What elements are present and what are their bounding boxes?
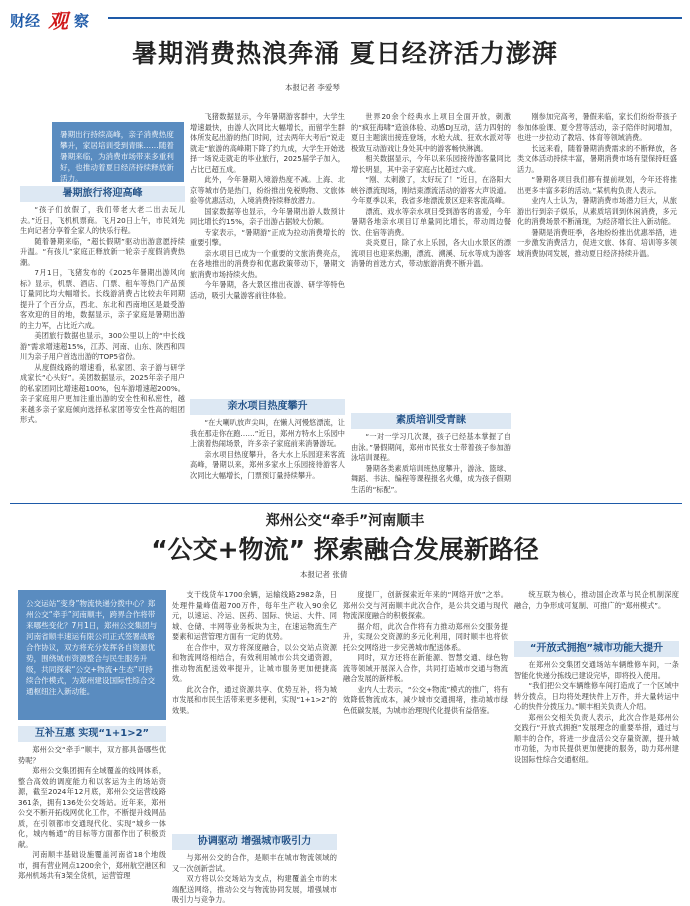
article1-col3b [351, 432, 511, 496]
article1-subhead-2: 亲水项目热度攀升 [227, 401, 308, 412]
article2-col4b [514, 660, 679, 886]
column-header [10, 6, 130, 32]
column-name-left: 财经 [10, 12, 41, 30]
article1-col1 [20, 205, 185, 495]
paragraph: 漂流、戏水等亲水项目受到游客的喜爱，今年暑期各地亲水项目订单量同比增长，带动周边餐饮、住宿等消费。 [351, 206, 511, 237]
article2-kicker: 郑州公交“牵手”河南顺丰 [265, 513, 425, 529]
paragraph: 在合作中，双方将深度融合，以公交站点资源和物流网络相结合，有效利用城市公共交通资源，推动物流配送效率提升，让城市服务更加便捷高效。 [172, 642, 337, 683]
paragraph: 长远来看，随着暑期消费需求的不断释放，各类文体活动持续丰富，暑期消费市场有望保持旺盛活力。 [517, 143, 677, 174]
article1-subhead-box-1 [20, 186, 185, 202]
article1-subhead-1: 暑期旅行将迎高峰 [62, 188, 143, 199]
article2-summary: 公交运站“变身”物流快递分拨中心？郑州公交“牵手”河南顺丰，跨界合作将带来哪些变化？7月1日，郑州公交集团与河南省顺丰速运有限公司正式签署战略合作协议，双方将充分发挥各自资源优势，围绕城市资源整合与民生服务升级，共同探索“公交+物流+生态”可持续合作模式，为郑州建设国际性综合交通枢纽注入新动能。 [18, 590, 166, 720]
paragraph: 业内人士表示，“公交+物流”模式的推广，将有效降低物流成本，减少城市交通拥堵，推动城市绿色低碳发展，为城市治理现代化提供有益借鉴。 [343, 684, 508, 715]
article2-subhead-3: “开放式拥抱”城市功能大提升 [529, 643, 664, 654]
article1-col3 [351, 112, 511, 412]
article2-col4a [514, 590, 679, 638]
column-name-mid: 观 [48, 9, 68, 33]
article2-byline: 本报记者 张倩 [300, 570, 348, 579]
article1-col4 [517, 112, 677, 497]
paragraph: 同时，双方还将在新能源、智慧交通、绿色物流等领域开展深入合作，共同打造城市交通与物流融合发展的新样板。 [343, 653, 508, 683]
article2-subhead-2: 协调驱动 增强城市吸引力 [197, 836, 312, 847]
article2-col3 [343, 590, 508, 886]
article1-subhead-3: 素质培训受青睐 [396, 415, 466, 426]
paragraph: 业内人士认为，暑期消费市场潜力巨大，从旅游出行到亲子娱乐，从素质培训到休闲消费，多元化的消费场景不断涌现，为经济增长注入新动能。 [517, 196, 677, 226]
article1-byline: 本报记者 李爱琴 [285, 83, 340, 92]
paragraph: 刚参加完高考，暑假来临，家长们纷纷带孩子参加体验课、夏令营等活动，亲子陪伴时间增加，也进一步拉动了教培、体育等领域消费。 [517, 112, 677, 142]
paragraph: “在大喇叭放声尖叫，在懒人河慢悠漂流，让我在那走你在跑……”近日，郑州方特水上乐园中上演着热闹场景，许多亲子家庭前来消暑游玩。 [190, 418, 345, 448]
article2-subhead-box-1 [18, 726, 166, 742]
paragraph: 7月1日，飞猪发布的《2025年暑期出游风向标》显示，机票、酒店、门票、租车等热门产品预订量同比均大幅增长。长线游消费占比较去年同期提升了个百分点，西北、东北和西南地区是最受游客欢迎的目的地，数据显示，亲子家庭是暑期出游的主力军，占比近六成。 [20, 268, 185, 330]
paragraph: 随着暑期来临，“超长假期”驱动出游意愿持续升温。“有孩儿”家庭正释放新一轮亲子度假消费热潮。 [20, 236, 185, 267]
paragraph: “刚、太刺激了，太好玩了！”近日，在洛阳大峡谷漂流现场，刚结束漂流活动的游客大声说道。今年夏季以来，我省多地漂流景区迎来客流高峰。 [351, 175, 511, 205]
paragraph: “孩子们放假了，我们带老大老二出去玩儿去。”近日，飞机机票商。飞月20日上午，市民刘先生向记者分享着全家人的快乐行程。 [20, 205, 185, 235]
article2-col1 [18, 745, 166, 885]
header-rule [108, 17, 682, 19]
article2-col2 [172, 590, 337, 830]
article1-col2 [190, 112, 345, 397]
paragraph: 美团旅行数据也显示，300公里以上的“中长线游”需求增速超15%，江苏、河南、山东、陕西和四川为亲子用户首选出游的TOP5省份。 [20, 331, 185, 361]
paragraph: 世界20余个经典水上项目全面开放，刺激的“疯狂海啸”造浪体验、动感DJ互动，活力四射的夏日主题演出接连登场，水枪大战、狂欢水派对等极致互动游戏让身处其中的游客畅快淋漓。 [351, 112, 511, 153]
article1-subhead-box-2 [190, 399, 345, 415]
paragraph: 此次合作，通过资源共享、优势互补，将为城市发展和市民生活带来更多便利，实现“1+1>2”的效果。 [172, 684, 337, 715]
paragraph: 郑州公交“牵手”顺丰，双方都具备哪些优势呢？ [18, 745, 166, 765]
paragraph: 飞猪数据显示，今年暑期游客群中，大学生增速最快，由游人次同比大幅增长，而留学生群体所发起出游的热门时间，过去两年大考后“说走就走”旅游的高峰期下降了约九成，大学生开始选择一场说走就走的毕业旅行，2025届学子加入，占比已超五成。 [190, 112, 345, 174]
paragraph: 专家表示，“暑期游”正成为拉动消费增长的重要引擎。 [190, 227, 345, 247]
article2-col2b [172, 853, 337, 904]
article1-subhead-box-3 [351, 413, 511, 429]
paragraph: 相关数据显示，今年以来乐园接待游客量同比增长明显，其中亲子家庭占比超过六成。 [351, 154, 511, 174]
paragraph: 郑州公交集团拥有全域覆盖的线网体系，整合高效的调度能力和以客运为主的场站资源，截至2024年12月底，郑州公交运营线路361条，拥有136处公交场站。近年来，郑州公交不断开拓线网优化工作，不断提升线网品质，在引领都市交通现代化、实现“城乡一体化，城内畅通”的目标等方面都作出了积极贡献。 [18, 766, 166, 849]
paragraph: 暑期各类素质培训班热度攀升，游泳、篮球、舞蹈、书法、编程等课程报名火爆，成为孩子假期生活的“标配”。 [351, 463, 511, 494]
article1-col2b [190, 418, 345, 496]
paragraph: 从度假线路的增速看，私家团、亲子游与研学成家长“心头好”。美团数据显示，2025年亲子用户的私家团同比增速超100%，包车游增速超200%。亲子家庭用户更加注重出游的安全性和私密性，越来越多亲子家庭倾向选择私家团等安全性高的组团形式。 [20, 362, 185, 424]
paragraph: 今年暑期，各大景区推出夜游、研学等特色活动，吸引大量游客前往体验。 [190, 280, 345, 300]
paragraph: 与郑州公交的合作，是顺丰在城市物流领域的又一次创新尝试。 [172, 853, 337, 873]
paragraph: 据介绍，此次合作将有力推动郑州公交服务提升，实现公交资源的多元化利用，同时顺丰也将依托公交网络进一步完善城市配送体系。 [343, 621, 508, 652]
paragraph: 国家数据等也显示，今年暑期出游人数预计同比增长约15%，亲子出游占据较大份额。 [190, 206, 345, 226]
article2-subhead-box-2 [172, 834, 337, 850]
article1-summary: 暑期出行持续高峰，亲子消费热度攀升，家居培训受到青睐……随着暑期来临，为消费市场带来多重利好，也推动着夏日经济持续释放新活力。 [52, 122, 184, 182]
paragraph: 郑州公交相关负责人表示，此次合作是郑州公交践行“开放式拥抱”发展理念的重要举措，通过与顺丰的合作，将进一步盘活公交存量资源，提升城市功能，为市民提供更加便捷的服务，助力郑州建设国际性综合交通枢纽。 [514, 712, 679, 764]
paragraph: 双方将以公交场站为支点，构建覆盖全市的末端配送网络，推动公交与物流协同发展，增强城市吸引力与竞争力。 [172, 874, 337, 904]
paragraph: 在郑州公交集团交通场站车辆维修车间，一条智能化快递分拣线已建设完毕，即将投入使用。 [514, 660, 679, 680]
column-name-right: 察 [74, 12, 90, 30]
paragraph: “暑期各项目我们都有提前规划，今年还将推出更多丰富多彩的活动。”某机构负责人表示。 [517, 175, 677, 195]
article2-subhead-box-3 [514, 641, 679, 657]
paragraph: 此外，今年暑期入境游热度不减。上海、北京等城市仍是热门，纷纷推出免税购物、文旅体验等优惠活动，入境消费持续释放潜力。 [190, 175, 345, 205]
paragraph: 支干线货车1700余辆，运输线路2982条，日处理件量峰值超700万件，每年生产收入90余亿元，以速运、冷运、医药、国际、快运、大件、同城、仓储、丰网等业务板块为主，在速运物流生产要素和运营管理方面有一定的优势。 [172, 590, 337, 641]
article2-subhead-1: 互补互惠 实现“1+1>2” [34, 728, 150, 739]
paragraph: “我们把公交车辆维修车间打造成了一个区域中转分拨点，日均将处理快件上万件，并大量转运中心的快件分拨压力。”顺丰相关负责人介绍。 [514, 681, 679, 711]
paragraph: 亲水项目热度攀升，各大水上乐园迎来客流高峰，暑期以来，郑州多家水上乐园接待游客人次同比大幅增长，门票预订量持续攀升。 [190, 449, 345, 480]
paragraph: 亲水项目已成为一个重要的文旅消费亮点，在各地推出的消费券和优惠政策带动下，暑期文旅消费市场持续火热。 [190, 248, 345, 279]
paragraph: 炎炎夏日，除了水上乐园，各大山水景区的漂流项目也迎来热潮，漂流、溯溪、玩水等成为游客消暑的首选方式，带动旅游消费不断升温。 [351, 238, 511, 268]
paragraph: 统互联为核心，推动国企改革与民企机制深度融合，力争形成可复制、可推广的“郑州模式”。 [514, 590, 679, 610]
article-divider [10, 503, 682, 504]
article1-title: 暑期消费热浪奔涌 夏日经济活力澎湃 [132, 39, 558, 68]
paragraph: 度提厂，创新探索近年来的“网络开放”之举。郑州公交与河南顺丰此次合作，是公共交通与现代物流深度融合的积极探索。 [343, 590, 508, 620]
article2-title: “公交+物流” 探索融合发展新路径 [151, 535, 539, 564]
paragraph: “一对一学习几次课，孩子已经基本掌握了自由泳。”暑假期间，郑州市民张女士带着孩子参加游泳培训课程。 [351, 432, 511, 462]
paragraph: 河南顺丰基础设施覆盖河南省18个地级市，拥有营业网点1200余个，郑州航空港区和郑州机场共有3架全货机，运营管理 [18, 850, 166, 880]
paragraph: 暑期是消费旺季，各地纷纷推出优惠举措，进一步激发消费活力，促进文旅、体育、培训等多领域消费协同发展，推动夏日经济持续升温。 [517, 227, 677, 258]
